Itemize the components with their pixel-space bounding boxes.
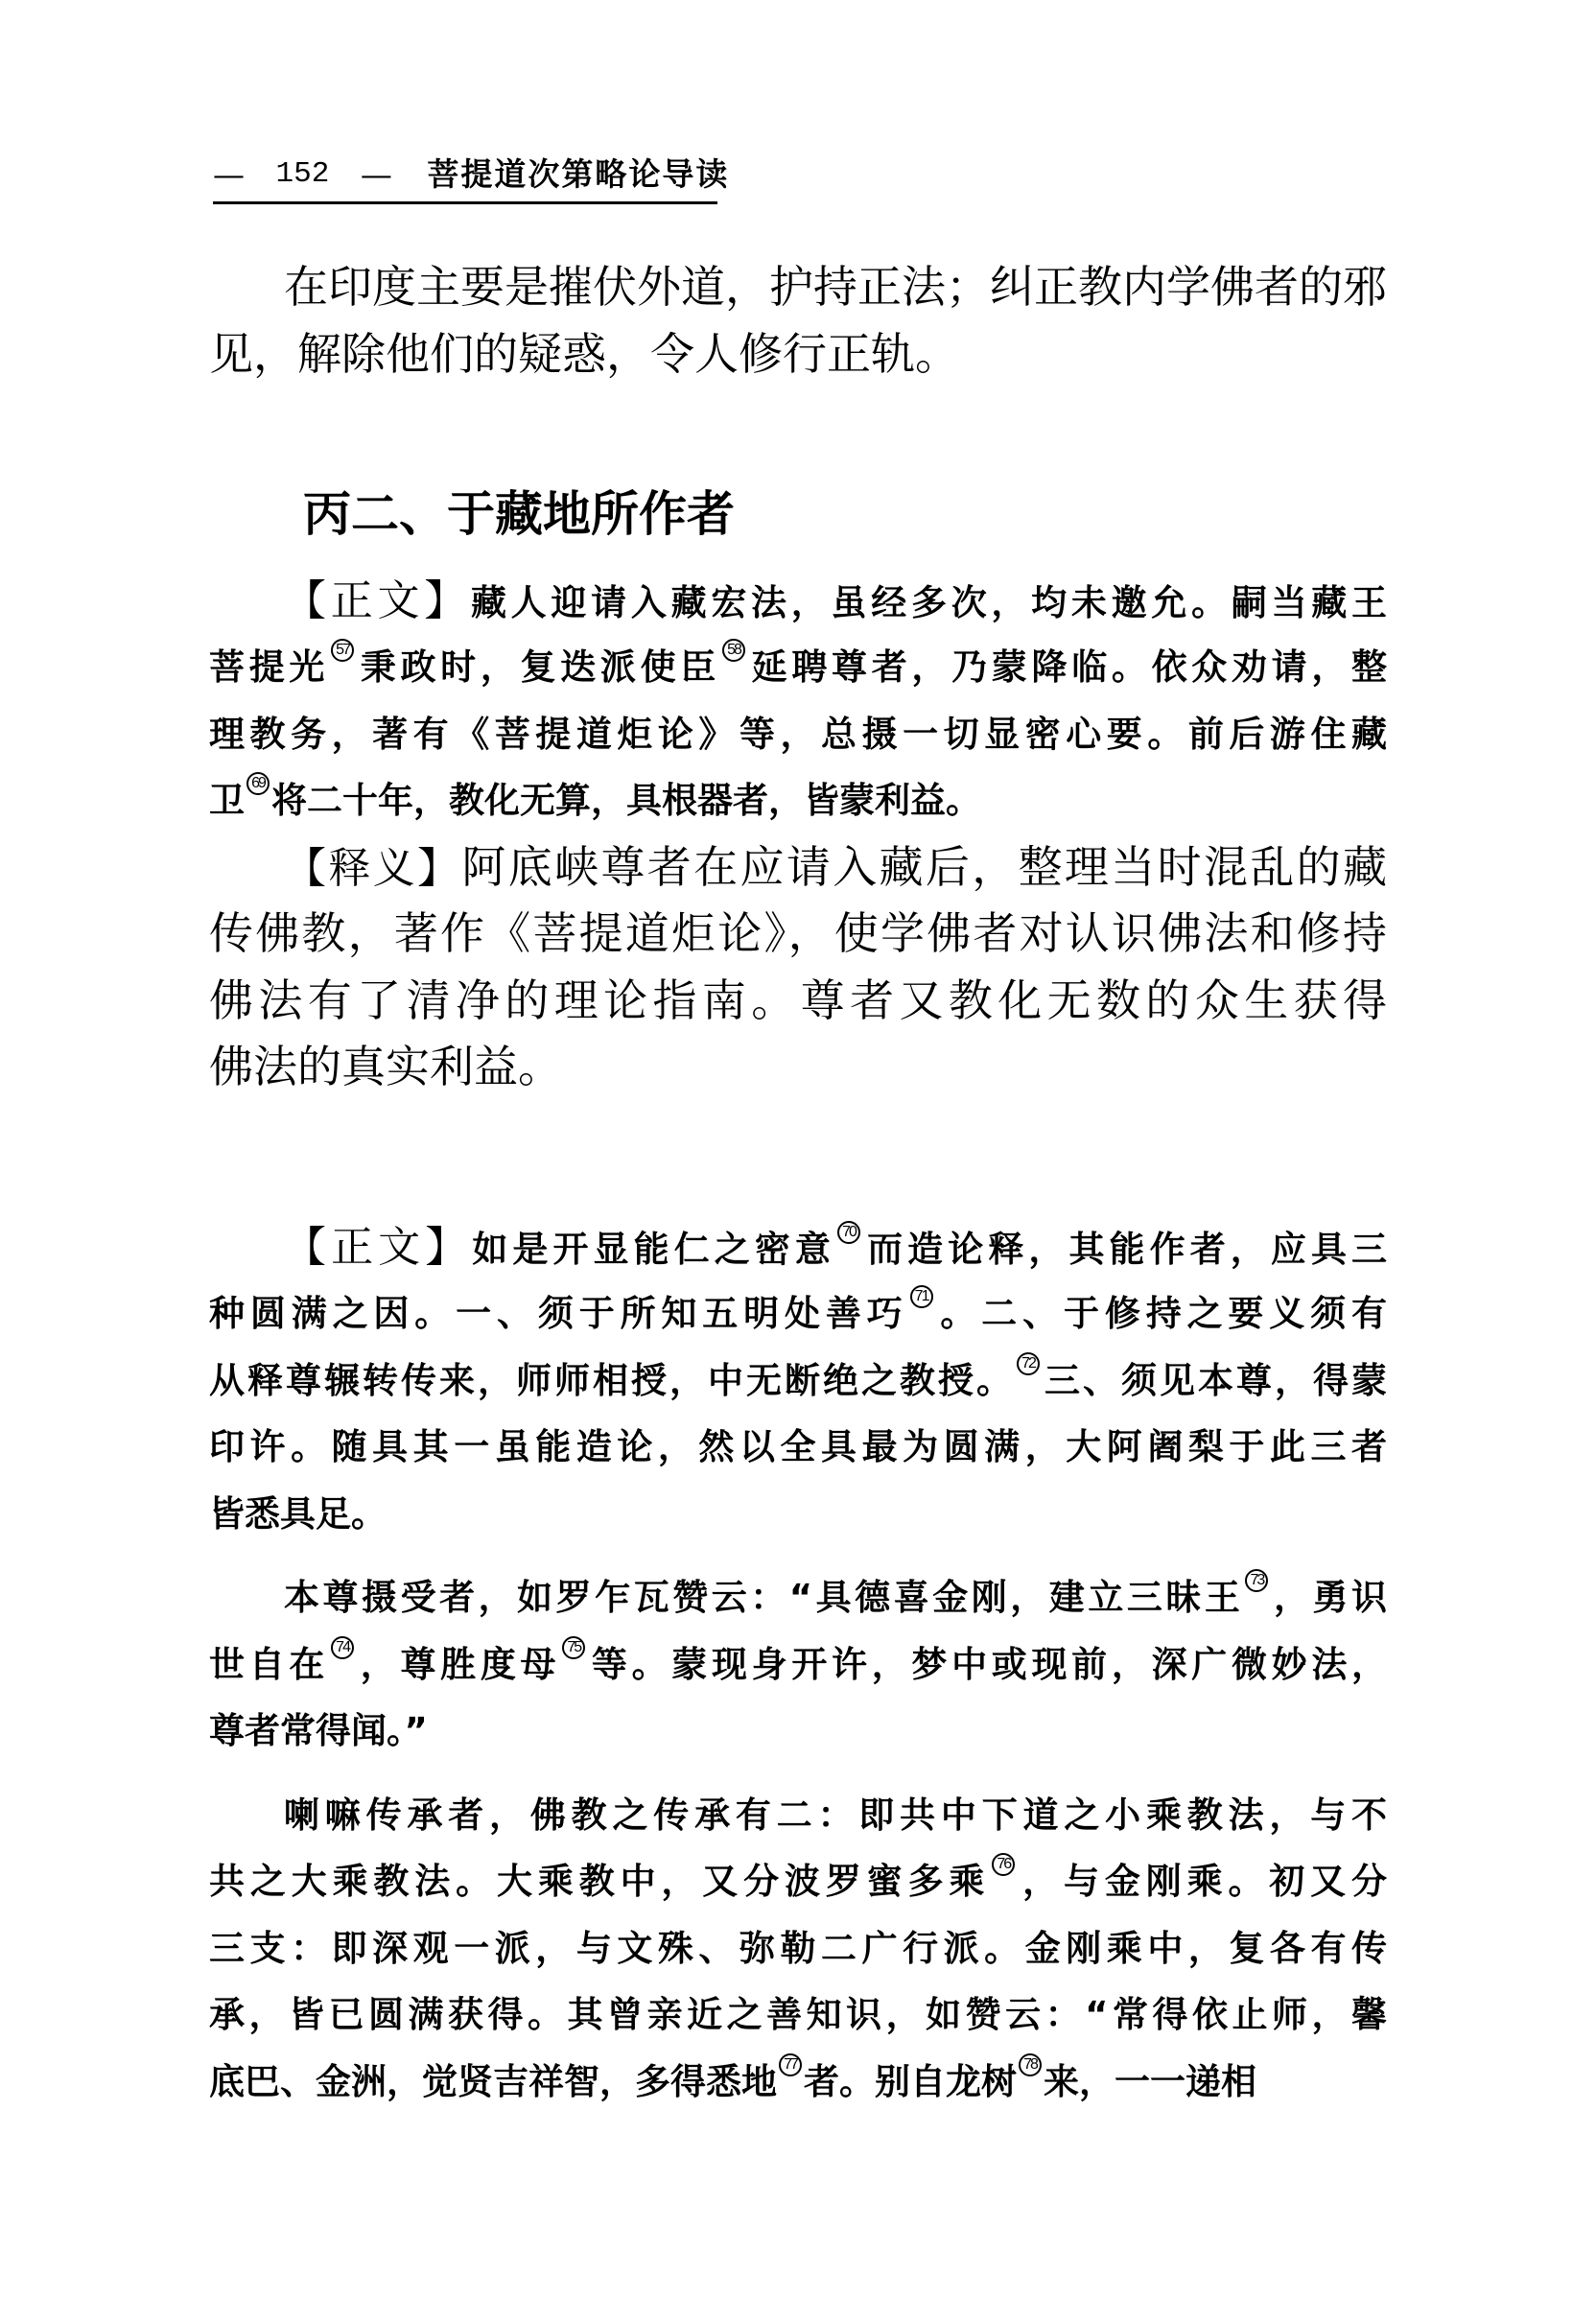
text-run: 种圆满之因。一、须于所知五明处善巧 (209, 1293, 908, 1334)
text-run: 而造论释，其能作者，应具三 (862, 1228, 1388, 1270)
text-run: 传佛教，著作《菩提道炬论》，使学佛者对认识佛法和修持 (209, 907, 1387, 959)
paragraph-zhengwen (209, 1214, 1387, 1548)
paragraph-shiyi (209, 834, 1387, 1101)
text-line (209, 1414, 1387, 1481)
paragraph-bold (209, 1782, 1387, 2116)
text-line (209, 1564, 1387, 1631)
text-line (209, 1782, 1387, 1849)
paragraph-body (209, 254, 1387, 387)
page-body (209, 254, 1387, 2115)
footnote-marker: 72 (1017, 1352, 1040, 1375)
text-run: 秉政时，复迭派使臣 (356, 646, 720, 688)
text-line (209, 1214, 1387, 1281)
section-label: 【正文】 (284, 575, 471, 625)
text-run: 如是开显能仁之密意 (472, 1228, 836, 1270)
footnote-marker: 69 (246, 772, 270, 795)
footnote-marker: 77 (779, 2053, 802, 2076)
footnote-marker: 74 (331, 1636, 354, 1659)
text-run: 印许。随具其一虽能造论，然以全具最为圆满，大阿阇梨于此三者 (209, 1426, 1387, 1467)
footnote-marker: 78 (1019, 2053, 1042, 2076)
text-run: 将二十年，教化无算，具根器者，皆蒙利益。 (271, 780, 981, 821)
section-heading (209, 481, 1387, 549)
text-line (209, 2049, 1387, 2116)
text-run: 者。别自龙树 (804, 2060, 1017, 2102)
text-run: 喇嘛传承者，佛教之传承有二：即共中下道之小乘教法，与不 (284, 1794, 1387, 1836)
text-run: 三、须见本尊，得蒙 (1042, 1359, 1387, 1401)
text-run: 本尊摄受者，如罗乍瓦赞云：“具德喜金刚，建立三昧王 (284, 1577, 1244, 1618)
text-run: 底巴、金洲，觉贤吉祥智，多得悉地 (209, 2060, 777, 2102)
footnote-marker: 75 (562, 1636, 585, 1659)
text-line (209, 321, 1387, 388)
text-run: 尊者常得闻。” (209, 1710, 428, 1751)
section-label: 【释义】 (284, 843, 462, 893)
text-run: 延聘尊者，乃蒙降临。依众劝请，整 (746, 646, 1388, 688)
text-run: 佛法的真实利益。 (209, 1041, 562, 1092)
text-line (209, 1280, 1387, 1348)
footnote-marker: 58 (722, 639, 745, 662)
text-line (209, 1348, 1387, 1415)
text-line (209, 901, 1387, 968)
text-run: 世自在 (209, 1643, 330, 1685)
text-run: 藏人迎请入藏宏法，虽经多次，均未邀允。嗣当藏王 (470, 581, 1388, 623)
text-run: 见，解除他们的疑惑，令人修行正轨。 (209, 327, 959, 380)
text-run: 菩提光 (209, 646, 330, 688)
footnote-marker: 76 (992, 1853, 1015, 1876)
text-run: 来，一一递相 (1044, 2060, 1256, 2102)
text-line (209, 1915, 1387, 1982)
text-line (209, 634, 1387, 701)
text-line (209, 701, 1387, 768)
text-line (209, 834, 1387, 902)
text-run: 皆悉具足。 (209, 1492, 387, 1535)
text-run: 佛法有了清净的理论指南。尊者又教化无数的众生获得 (209, 973, 1387, 1026)
text-line (209, 254, 1387, 321)
text-line (209, 1981, 1387, 2049)
running-header (213, 153, 730, 204)
header-dash-right: — (360, 155, 392, 193)
footnote-marker: 57 (331, 639, 354, 662)
text-run: ，与金刚乘。初又分 (1017, 1861, 1388, 1902)
text-run: 从释尊辗转传来，师师相授，中无断绝之教授。 (209, 1359, 1015, 1401)
text-run: 丙二、于藏地所作者 (303, 486, 735, 542)
paragraph-bold (209, 1564, 1387, 1765)
text-line (209, 1631, 1387, 1699)
text-run: 三支：即深观一派，与文殊、弥勒二广行派。金刚乘中，复各有传 (209, 1927, 1387, 1969)
footnote-marker: 73 (1245, 1569, 1268, 1592)
paragraph-zhengwen (209, 568, 1387, 834)
text-line (209, 1481, 1387, 1548)
text-run: 等。蒙现身开许，梦中或现前，深广微妙法， (587, 1643, 1388, 1685)
text-line (209, 767, 1387, 834)
text-run: 共之大乘教法。大乘教中，又分波罗蜜多乘 (209, 1861, 991, 1902)
text-line (303, 481, 1387, 549)
text-line (209, 568, 1387, 635)
text-run: 在印度主要是摧伏外道，护持正法；纠正教内学佛者的邪 (284, 261, 1387, 313)
text-line (209, 968, 1387, 1035)
text-run: ，勇识 (1270, 1577, 1387, 1618)
text-run: 承，皆已圆满获得。其曾亲近之善知识，如赞云：“常得依止师，馨 (209, 1994, 1387, 2035)
footnote-marker: 71 (910, 1285, 933, 1308)
text-run: ，尊胜度母 (356, 1643, 561, 1685)
text-run: 卫 (209, 780, 245, 821)
footnote-marker: 70 (837, 1221, 860, 1244)
text-run: 阿底峡尊者在应请入藏后，整理当时混乱的藏 (461, 840, 1388, 893)
section-label: 【正文】 (284, 1222, 473, 1272)
book-title: 菩提道次第略论导读 (427, 155, 730, 193)
text-line (209, 1848, 1387, 1915)
header-dash-left: — (213, 155, 245, 193)
text-line (209, 1698, 1387, 1765)
text-line (209, 1034, 1387, 1101)
text-run: 。二、于修持之要义须有 (934, 1293, 1388, 1334)
text-run: 理教务，著有《菩提道炬论》等，总摄一切显密心要。前后游住藏 (209, 713, 1387, 755)
page-number: 152 (275, 157, 330, 191)
